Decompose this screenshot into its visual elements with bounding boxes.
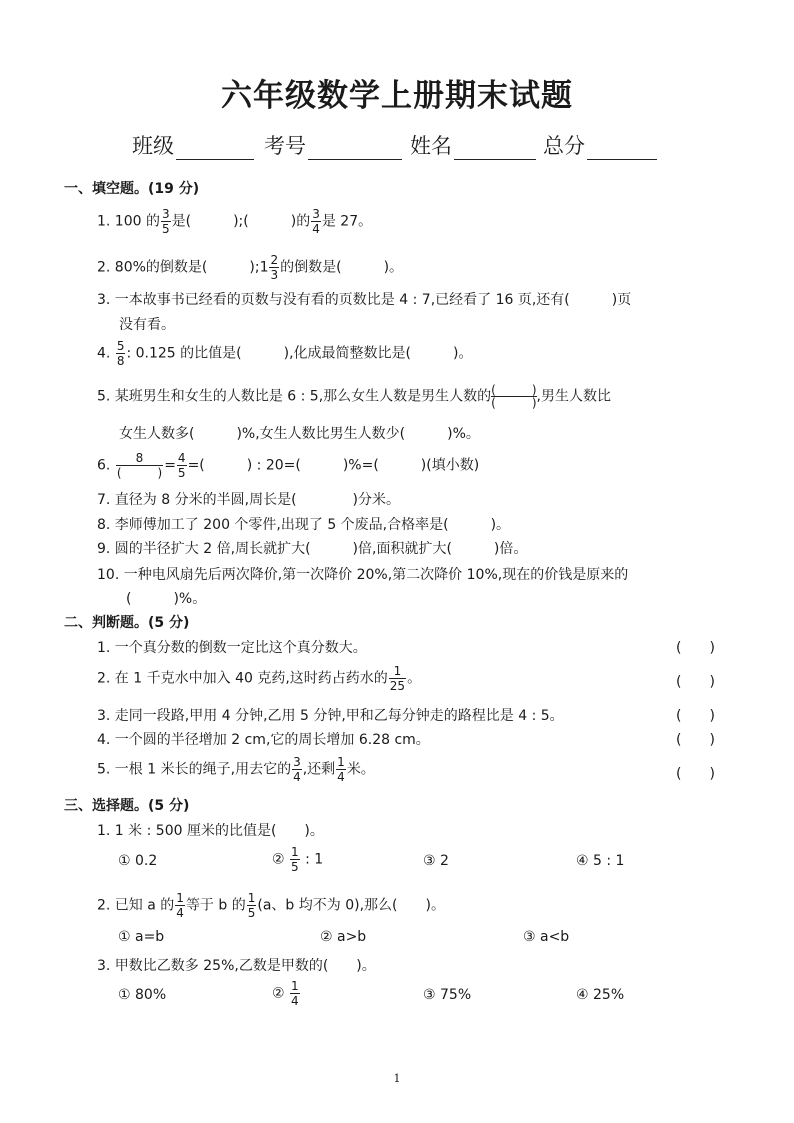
numerator: 3 (293, 755, 301, 769)
numerator: 5 (116, 339, 125, 353)
denominator: 4 (293, 770, 301, 784)
text: ,男生人数比 (536, 388, 611, 405)
text: =( ) : 20=( )%=( )(填小数) (187, 457, 480, 474)
text: 米。 (346, 761, 375, 778)
text: : 0.125 的比值是( ),化成最简整数比是( )。 (126, 345, 473, 362)
name-label: 姓名 (410, 134, 452, 158)
s1-question-3-line-1: 3. 一本故事书已经看的页数与没有看的页数比是 4 : 7,已经看了 16 页,还有( )页 (97, 292, 632, 308)
number-label: 考号 (264, 134, 306, 158)
option-4: ④ 25% (576, 987, 625, 1003)
number-field (264, 130, 404, 160)
text: = (164, 457, 176, 474)
text: 是( );( )的 (171, 213, 311, 230)
denominator: 3 (270, 268, 279, 282)
option-3: ③ a<b (523, 929, 570, 945)
fraction (269, 254, 279, 281)
text: 5. 某班男生和女生的人数比是 6 : 5,那么女生人数是男生人数的 (97, 388, 492, 405)
fraction (175, 892, 185, 919)
numerator: 1 (291, 979, 299, 993)
score-blank (587, 137, 657, 160)
option-1: ① a=b (118, 929, 165, 945)
class-label: 班级 (132, 134, 174, 158)
fraction (247, 892, 257, 919)
option-3: ③ 75% (423, 987, 472, 1003)
score-field (543, 130, 659, 160)
s2-question-2 (97, 665, 421, 692)
option-1: ① 0.2 (118, 853, 158, 869)
name-blank (454, 137, 536, 160)
blank-fraction (491, 384, 536, 409)
s2-question-1: 1. 一个真分数的倒数一定比这个真分数大。 (97, 640, 367, 656)
denominator: 25 (389, 679, 406, 693)
text: 。 (407, 670, 422, 687)
fraction (290, 846, 300, 873)
numerator: 8 (135, 451, 144, 465)
name-field (410, 130, 538, 160)
denominator: 8 (116, 354, 125, 368)
section-2-heading: 二、判断题。(5 分) (64, 615, 190, 631)
numerator: 3 (161, 207, 170, 221)
answer-paren: ( ) (676, 674, 715, 690)
s3-question-1: 1. 1 米 : 500 厘米的比值是( )。 (97, 823, 324, 839)
numerator: 2 (270, 253, 279, 267)
option-4: ④ 5 : 1 (576, 853, 625, 869)
class-blank (176, 137, 254, 160)
fraction (336, 756, 346, 783)
s3-question-3: 3. 甲数比乙数多 25%,乙数是甲数的( )。 (97, 958, 376, 974)
denominator: 4 (337, 770, 345, 784)
numerator: 1 (247, 891, 256, 905)
text: (a、b 均不为 0),那么( )。 (257, 897, 445, 914)
text: 等于 b 的 (185, 897, 246, 914)
s1-question-10-line-2: ( )%。 (126, 591, 207, 607)
page-title: 六年级数学上册期末试题 (221, 78, 573, 114)
denominator: 5 (161, 222, 170, 236)
s2-question-3: 3. 走同一段路,甲用 4 分钟,乙用 5 分钟,甲和乙每分钟走的路程比是 4 : 5。 (97, 708, 564, 724)
denominator: 5 (291, 860, 299, 874)
text: 的倒数是( )。 (280, 259, 404, 276)
text: 2. 80%的倒数是( );1 (97, 259, 269, 276)
numerator: 1 (176, 891, 184, 905)
text: 2. 在 1 千克水中加入 40 克药,这时药占药水的 (97, 670, 388, 687)
s1-question-5-line-2: 女生人数多( )%,女生人数比男生人数少( )%。 (119, 426, 480, 442)
s1-question-4 (97, 340, 472, 367)
numerator: 4 (177, 451, 186, 465)
text: : 1 (305, 851, 324, 868)
answer-paren: ( ) (676, 708, 715, 724)
page-number: 1 (393, 1072, 401, 1085)
fraction (290, 980, 300, 1007)
s1-question-8: 8. 李师傅加工了 200 个零件,出现了 5 个废品,合格率是( )。 (97, 517, 511, 533)
fraction (116, 340, 126, 367)
text: 6. (97, 457, 111, 474)
denominator: ( ) (491, 396, 537, 410)
answer-paren: ( ) (676, 640, 715, 656)
fraction (311, 208, 321, 235)
fraction (292, 756, 302, 783)
option-1: ① 80% (118, 987, 167, 1003)
s2-question-4: 4. 一个圆的半径增加 2 cm,它的周长增加 6.28 cm。 (97, 732, 430, 748)
text: ,还剩 (302, 761, 336, 778)
text: 4. (97, 345, 111, 362)
text: 2. 已知 a 的 (97, 897, 175, 914)
denominator: ( ) (116, 466, 163, 480)
s3-question-2 (97, 892, 445, 919)
score-label: 总分 (543, 134, 585, 158)
answer-paren: ( ) (676, 766, 715, 782)
s1-question-1 (97, 208, 372, 235)
text: 5. 一根 1 米长的绳子,用去它的 (97, 761, 292, 778)
numerator: ( ) (491, 383, 537, 397)
numerator: 1 (291, 845, 299, 859)
numerator: 1 (337, 755, 345, 769)
s2-question-5 (97, 756, 375, 783)
denominator: 4 (291, 994, 299, 1008)
answer-paren: ( ) (676, 732, 715, 748)
text: ② (272, 985, 285, 1002)
numerator: 1 (393, 664, 402, 678)
s1-question-10-line-1: 10. 一种电风扇先后两次降价,第一次降价 20%,第二次降价 10%,现在的价钱是原来的 (97, 567, 629, 583)
s1-question-3-line-2: 没有看。 (119, 317, 175, 333)
numerator: 3 (312, 207, 320, 221)
option-3: ③ 2 (423, 853, 449, 869)
fraction (177, 452, 187, 479)
option-2 (272, 980, 301, 1007)
section-1-heading: 一、填空题。(19 分) (64, 181, 200, 197)
text: 1. 100 的 (97, 213, 160, 230)
denominator: 5 (177, 466, 186, 480)
denominator: 5 (247, 906, 256, 920)
s1-question-5-line-1 (97, 384, 611, 409)
s1-question-9: 9. 圆的半径扩大 2 倍,周长就扩大( )倍,面积就扩大( )倍。 (97, 541, 528, 557)
fraction (389, 665, 406, 692)
class-field (132, 130, 256, 160)
denominator: 4 (176, 906, 184, 920)
text: 是 27。 (321, 213, 373, 230)
section-3-heading: 三、选择题。(5 分) (64, 798, 190, 814)
fraction (161, 208, 171, 235)
s1-question-6 (97, 452, 479, 479)
s1-question-7: 7. 直径为 8 分米的半圆,周长是( )分米。 (97, 492, 400, 508)
number-blank (308, 137, 402, 160)
s1-question-2 (97, 254, 403, 281)
text: ② (272, 851, 285, 868)
option-2 (272, 846, 323, 873)
option-2: ② a>b (320, 929, 367, 945)
fraction (116, 452, 163, 479)
denominator: 4 (312, 222, 320, 236)
